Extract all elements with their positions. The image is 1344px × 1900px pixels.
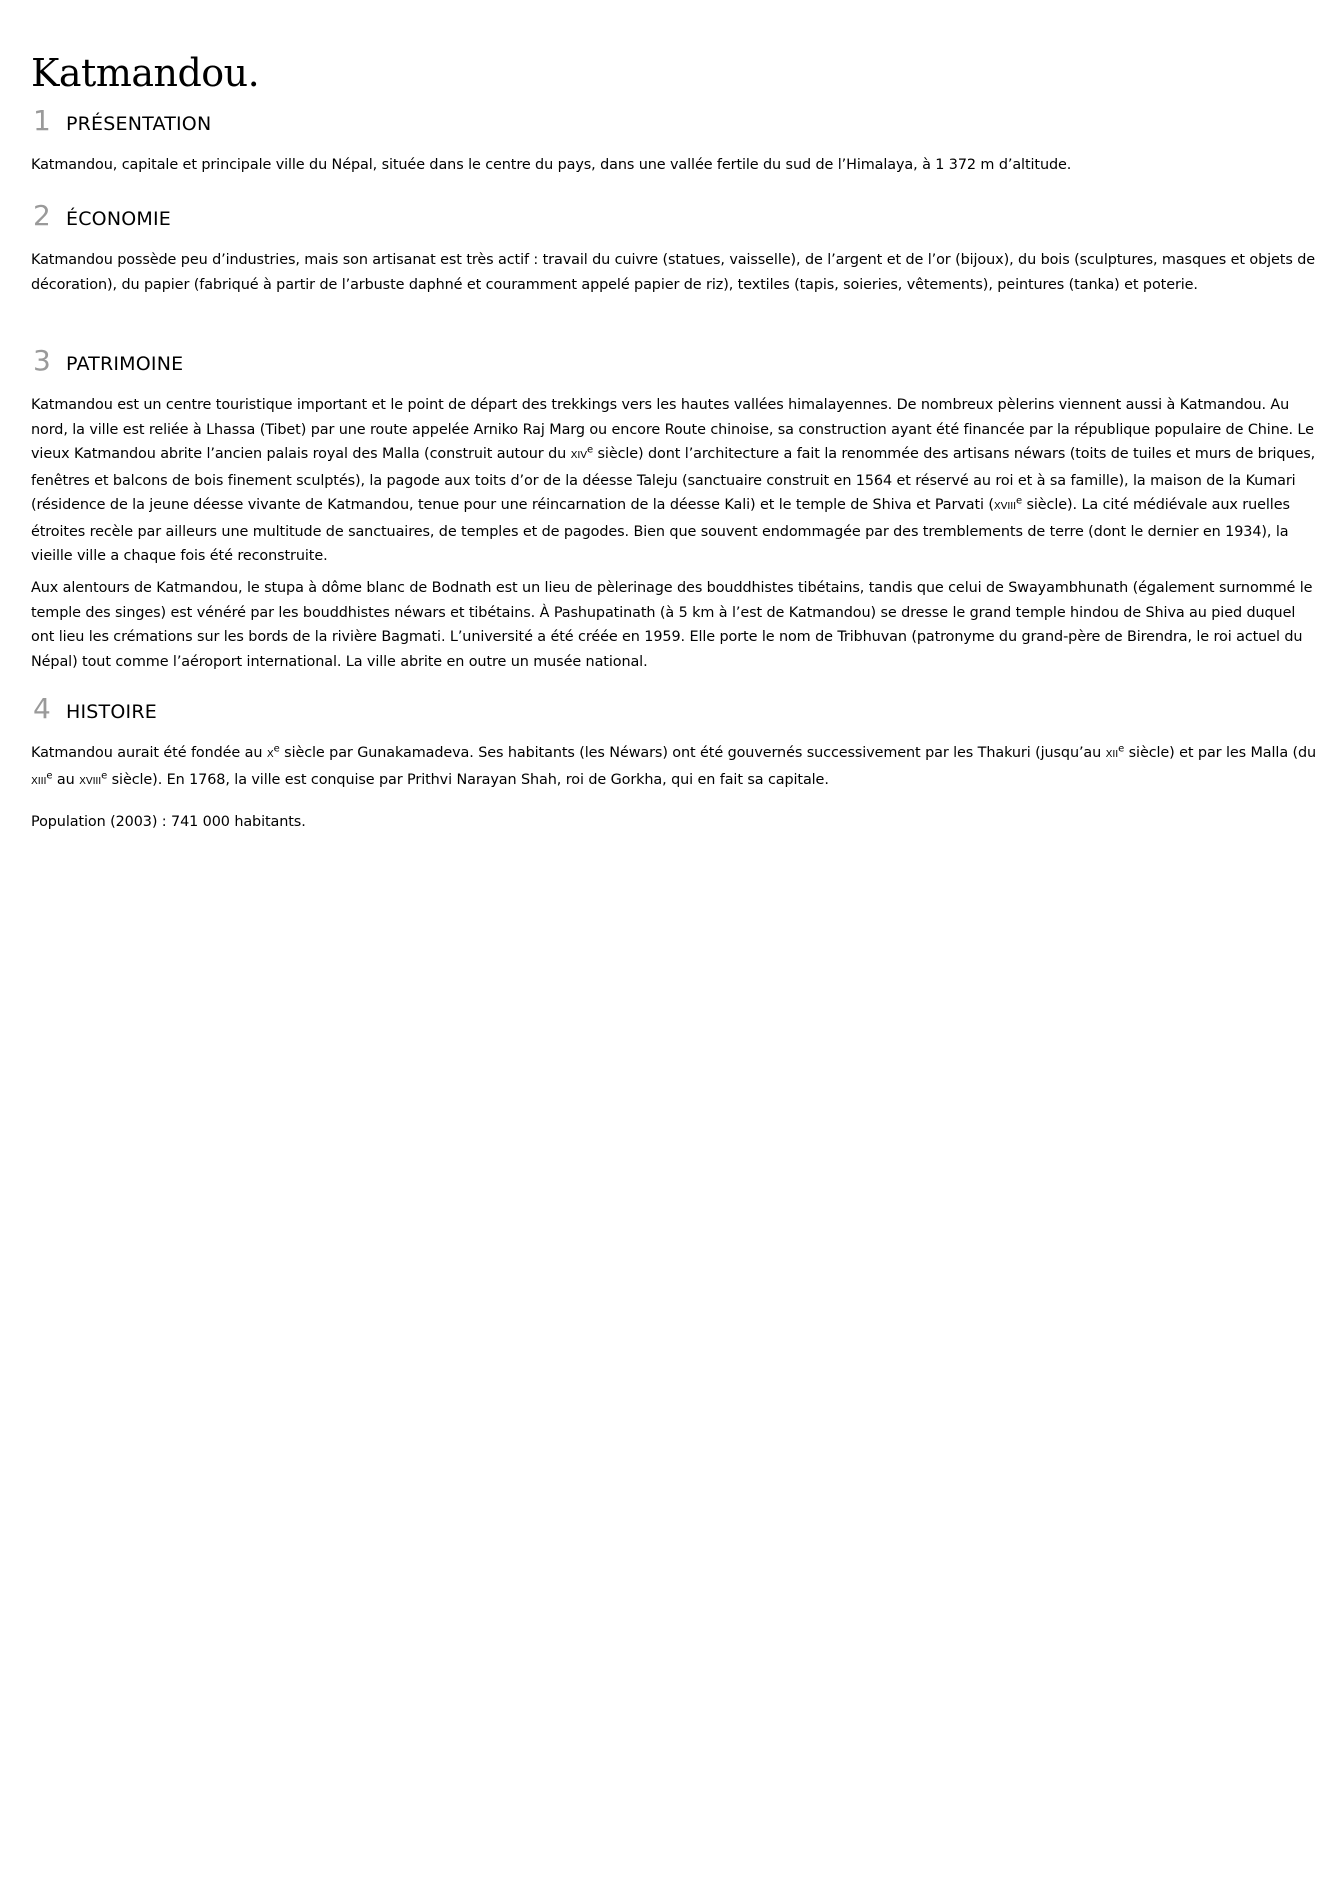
- century-numeral: XIV: [570, 450, 587, 461]
- text-run: Katmandou aurait été fondée au: [31, 745, 267, 761]
- section-heading-economie: [33, 199, 171, 232]
- section-title: PRÉSENTATION: [66, 113, 212, 135]
- section-heading-histoire: [33, 692, 157, 725]
- section-title: HISTOIRE: [66, 701, 157, 723]
- section-title: ÉCONOMIE: [66, 208, 171, 230]
- century-numeral: XIII: [31, 775, 47, 787]
- section-number: 3: [33, 344, 51, 377]
- page-title: Katmandou.: [31, 51, 260, 95]
- superscript: e: [101, 770, 108, 781]
- text-run: siècle) et par les Malla (du: [1124, 745, 1317, 761]
- paragraph-patrimoine-2: Aux alentours de Katmandou, le stupa à dôme blanc de Bodnath est un lieu de pèlerinage des bouddhistes tibétains, tandis que celui de Swayambhunath (également surnommé le temple des singes) est vénéré par les bouddhistes néwars et tibétains. À Pashupatinath (à 5 km à l’est de Katmandou) se dresse le grand temple hindou de Shiva au pied duquel ont lieu les crémations sur les bords de la rivière Bagmati. L’université a été créée en 1959. Elle porte le nom de Tribhuvan (patronyme du grand-père de Birendra, le roi actuel du Népal) tout comme l’aéroport international. La ville abrite en outre un musée national.: [31, 580, 1313, 670]
- text-run: siècle). En 1768, la ville est conquise par Prithvi Narayan Shah, roi de Gorkha, qui en fait sa capitale.: [107, 771, 829, 788]
- section-number: 1: [33, 104, 51, 137]
- paragraph-economie: Katmandou possède peu d’industries, mais son artisanat est très actif : travail du cuivre (statues, vaisselle), de l’argent et de l’or (bijoux), du bois (sculptures, masques et objets de décoration), du papier (fabriqué à partir de l’arbuste daphné et couramment appelé papier de riz), textiles (tapis, soieries, vêtements), peintures (tanka) et poterie.: [31, 252, 1315, 293]
- superscript: e: [46, 770, 53, 781]
- paragraph-population: Population (2003) : 741 000 habitants.: [31, 814, 306, 830]
- text-run: Katmandou est un centre touristique important et le point de départ des trekkings vers les hautes vallées himalayennes. De nombreux pèlerins viennent aussi à Katmandou. Au nord, la ville est reliée à Lhassa (Tibet) par une route appelée Arniko Raj Marg ou encore Route chinoise, sa construction ayant été financée par la république populaire de Chine. Le vieux Katmandou abrite l’ancien palais royal des Malla (construit autour du: [31, 397, 1314, 462]
- text-run: siècle) dont l’architecture a fait la renommée des artisans néwars (toits de tuiles et murs de briques, fenêtres et balcons de bois finement sculptés), la pagode aux toits d’or de la déesse Taleju (sanctuaire construit en 1564 et réservé au roi et à sa famille), la maison de la Kumari (résidence de la jeune déesse vivante de Katmandou, tenue pour une réincarnation de la déesse Kali) et le temple de Shiva et Parvati (: [31, 446, 1316, 513]
- superscript: e: [273, 743, 280, 755]
- section-heading-patrimoine: [33, 344, 183, 377]
- paragraph-histoire: [31, 741, 1321, 794]
- century-numeral: XVIII: [993, 501, 1016, 512]
- text-run: siècle). La cité médiévale aux ruelles étroites recèle par ailleurs une multitude de sanctuaires, de temples et de pagodes. Bien que souvent endommagée par des tremblements de terre (dont le dernier en 1934), la vieille ville a chaque fois été reconstruite.: [31, 497, 1290, 564]
- superscript: e: [1015, 495, 1023, 507]
- superscript: e: [1118, 743, 1125, 755]
- section-heading-presentation: [33, 104, 211, 137]
- superscript: e: [586, 444, 594, 456]
- paragraph-patrimoine-1: [31, 393, 1321, 569]
- section-number: 2: [33, 199, 51, 232]
- century-numeral: XII: [1105, 749, 1119, 760]
- paragraph-presentation: Katmandou, capitale et principale ville du Népal, située dans le centre du pays, dans une vallée fertile du sud de l’Himalaya, à 1 372 m d’altitude.: [31, 157, 1072, 173]
- century-numeral: XVIII: [79, 775, 102, 787]
- section-title: PATRIMOINE: [66, 353, 184, 375]
- text-run: au: [52, 771, 80, 788]
- century-numeral: X: [266, 749, 274, 760]
- text-run: siècle par Gunakamadeva. Ses habitants (les Néwars) ont été gouvernés successivement par les Thakuri (jusqu’au: [279, 745, 1106, 761]
- section-number: 4: [33, 692, 51, 725]
